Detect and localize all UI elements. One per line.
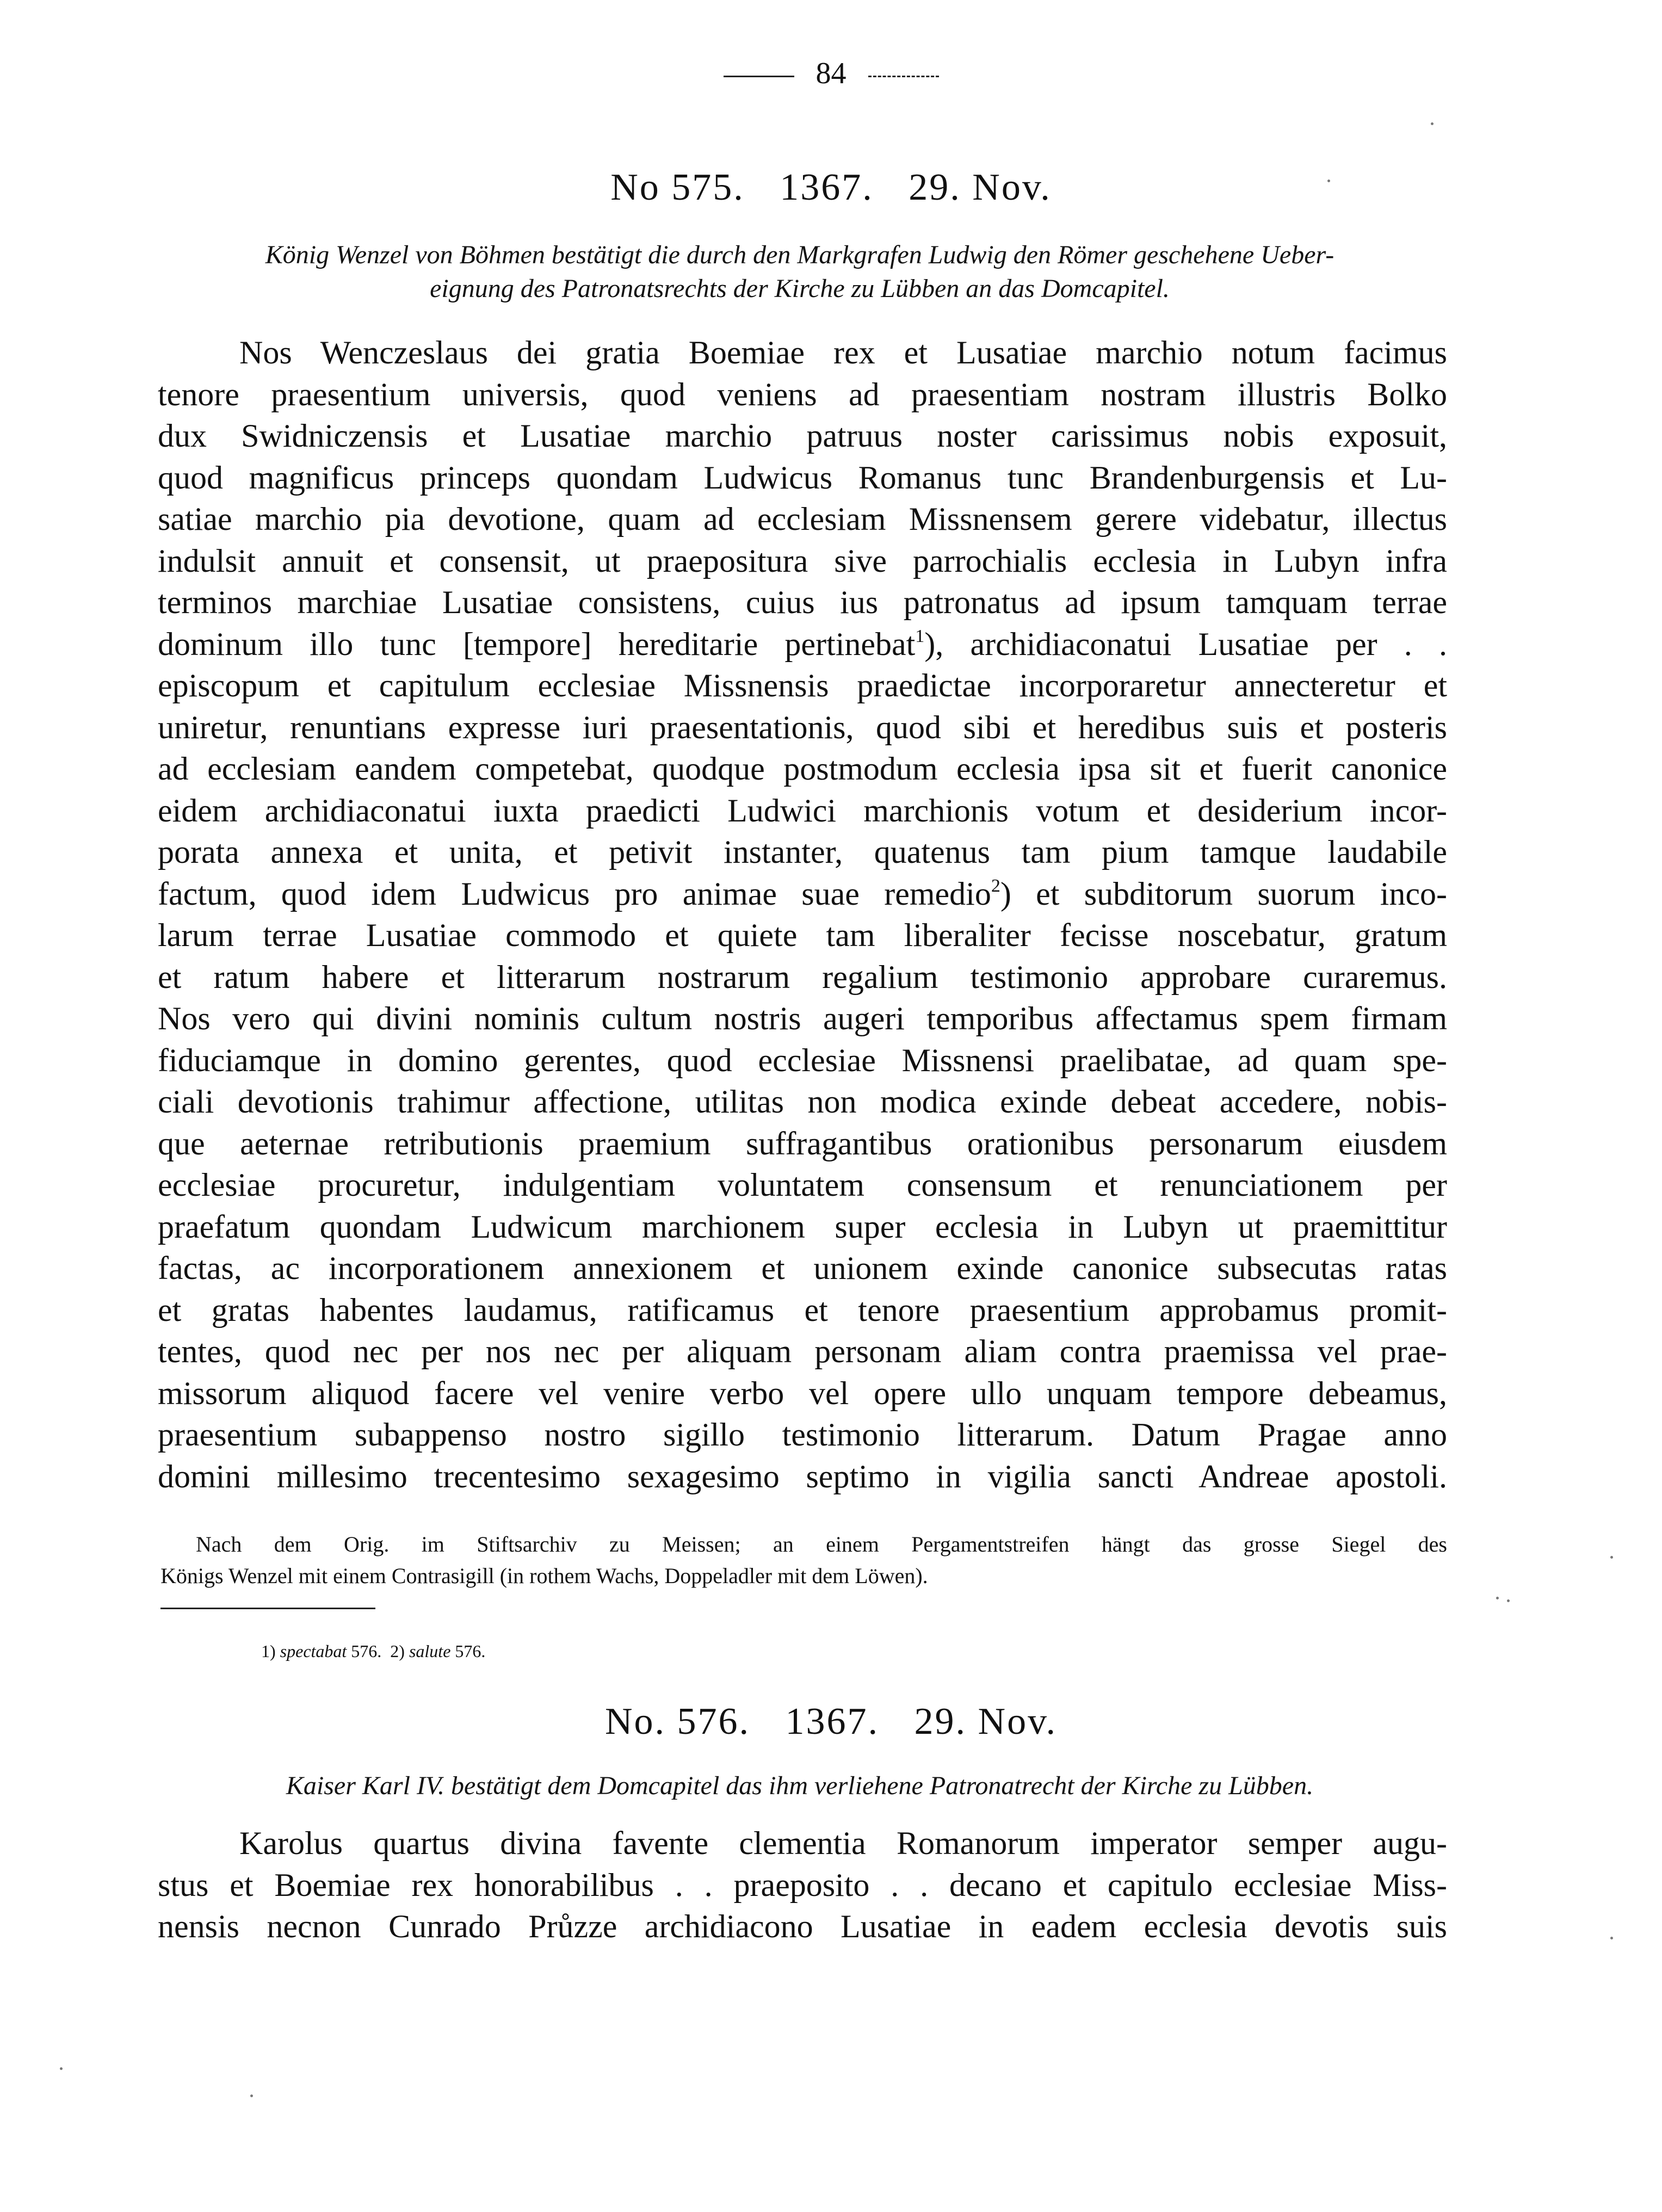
- doc-576-date: 29. Nov.: [914, 1701, 1058, 1743]
- body-line: Nos vero qui divini nominis cultum nostris augeri temporibus affectamus spem firmam: [158, 1000, 1447, 1036]
- doc-575-footnotes: [261, 1638, 485, 1665]
- body-line: Nos Wenczeslaus dei gratia Boemiae rex et Lusatiae marchio notum facimus: [239, 335, 1447, 370]
- source-note-line: Königs Wenzel mit einem Contrasigill (in rothem Wachs, Doppeladler mit dem Löwen).: [160, 1564, 928, 1588]
- doc-576-summary-line: Kaiser Karl IV. bestätigt dem Domcapitel das ihm verliehene Patronatrecht der Kirche zu Lübben.: [286, 1771, 1314, 1800]
- body-line: et ratum habere et litterarum nostrarum regalium testimonio approbare curaremus.: [158, 959, 1447, 995]
- body-line: Karolus quartus divina favente clementia Romanorum imperator semper augu-: [239, 1825, 1447, 1861]
- scan-speck: [1507, 1599, 1510, 1602]
- doc-576-heading: [0, 1697, 1662, 1746]
- scan-speck: [1431, 122, 1434, 125]
- body-line-tail: ) et subditorum suorum inco-: [1000, 875, 1448, 912]
- body-line: tentes, quod nec per nos nec per aliquam personam aliam contra praemissa vel prae-: [158, 1333, 1447, 1369]
- doc-575-number: No 575.: [610, 166, 745, 208]
- doc-575-body: [158, 332, 1447, 1497]
- doc-575-summary-line: König Wenzel von Böhmen bestätigt die durch den Markgrafen Ludwig den Römer geschehene Ueber-: [265, 240, 1334, 269]
- doc-575-heading: [0, 163, 1662, 212]
- body-line: larum terrae Lusatiae commodo et quiete tam liberaliter fecisse noscebatur, gratum: [158, 917, 1447, 953]
- footnote-2-word: salute: [409, 1641, 451, 1661]
- body-line: nensis necnon Cunrado Průzze archidiacono Lusatiae in eadem ecclesia devotis suis: [158, 1908, 1447, 1944]
- scan-speck: [1327, 180, 1330, 182]
- doc-575-summary: [158, 238, 1442, 306]
- body-line: quod magnificus princeps quondam Ludwicus Romanus tunc Brandenburgensis et Lu-: [158, 459, 1447, 496]
- doc-576-summary: [158, 1769, 1442, 1803]
- body-line-tail: ), archidiaconatui Lusatiae per . .: [924, 626, 1447, 662]
- footnote-1-ref: 576.: [351, 1641, 382, 1661]
- body-line: ciali devotionis trahimur affectione, utilitas non modica exinde debeat accedere, nobis-: [158, 1084, 1447, 1120]
- scan-speck: [1496, 1597, 1499, 1599]
- source-note-line: Nach dem Orig. im Stiftsarchiv zu Meissen; an einem Pergamentstreifen hängt das grosse Siegel des: [196, 1532, 1447, 1556]
- footnote-1-number: 1): [261, 1641, 276, 1661]
- footnote-marker-1: 1: [915, 626, 925, 646]
- body-line: porata annexa et unita, et petivit instanter, quatenus tam pium tamque laudabile: [158, 834, 1447, 870]
- page-header: [0, 52, 1662, 95]
- body-line: ecclesiae procuretur, indulgentiam voluntatem consensum et renunciationem per: [158, 1167, 1447, 1203]
- body-line: praesentium subappenso nostro sigillo testimonio litterarum. Datum Pragae anno: [158, 1417, 1447, 1453]
- body-line-with-footnote-1: [158, 623, 1447, 665]
- doc-575-summary-line: eignung des Patronatsrechts der Kirche zu Lübben an das Domcapitel.: [430, 274, 1170, 303]
- body-line: terminos marchiae Lusatiae consistens, cuius ius patronatus ad ipsum tamquam terrae: [158, 584, 1447, 620]
- doc-575-source-note: [160, 1529, 1447, 1592]
- doc-575-year: 1367.: [780, 166, 874, 208]
- footnote-2-number: 2): [390, 1641, 405, 1661]
- footnote-marker-2: 2: [991, 875, 1000, 896]
- scan-speck: [1610, 1556, 1613, 1559]
- body-line: uniretur, renuntians expresse iuri praesentationis, quod sibi et heredibus suis et posteris: [158, 709, 1447, 745]
- body-line: que aeternae retributionis praemium suffragantibus orationibus personarum eiusdem: [158, 1125, 1447, 1161]
- body-line: stus et Boemiae rex honorabilibus . . praeposito . . decano et capitulo ecclesiae Miss-: [158, 1867, 1447, 1903]
- body-line-text: factum, quod idem Ludwicus pro animae suae remedio: [158, 875, 991, 912]
- body-line-text: dominum illo tunc [tempore] hereditarie pertinebat: [158, 626, 916, 662]
- doc-576-year: 1367.: [785, 1701, 880, 1743]
- body-line: fiduciamque in domino gerentes, quod ecclesiae Missnensi praelibatae, ad quam spe-: [158, 1042, 1447, 1078]
- scan-speck: [250, 2094, 253, 2097]
- body-line: missorum aliquod facere vel venire verbo vel opere ullo unquam tempore debeamus,: [158, 1375, 1447, 1411]
- body-line: tenore praesentium universis, quod veniens ad praesentiam nostram illustris Bolko: [158, 376, 1447, 412]
- footnote-rule: [160, 1608, 375, 1609]
- body-line: ad ecclesiam eandem competebat, quodque postmodum ecclesia ipsa sit et fuerit canonice: [158, 751, 1447, 787]
- body-line-with-footnote-2: [158, 873, 1447, 915]
- scan-speck: [60, 2067, 63, 2070]
- scan-speck: [1610, 1937, 1613, 1939]
- doc-576-body: [158, 1822, 1447, 1948]
- header-rule-right: [868, 76, 939, 77]
- footnote-2-ref: 576.: [455, 1641, 486, 1661]
- body-line: episcopum et capitulum ecclesiae Missnensis praedictae incorporaretur annecteretur et: [158, 668, 1447, 703]
- body-line: praefatum quondam Ludwicum marchionem super ecclesia in Lubyn ut praemittitur: [158, 1208, 1447, 1245]
- footnote-1-word: spectabat: [280, 1641, 347, 1661]
- body-line: dux Swidniczensis et Lusatiae marchio patruus noster carissimus nobis exposuit,: [158, 418, 1447, 454]
- doc-576-number: No. 576.: [604, 1701, 751, 1743]
- body-line: factas, ac incorporationem annexionem et unionem exinde canonice subsecutas ratas: [158, 1250, 1447, 1286]
- body-line: indulsit annuit et consensit, ut praepositura sive parrochialis ecclesia in Lubyn infra: [158, 542, 1447, 579]
- body-line: satiae marchio pia devotione, quam ad ecclesiam Missnensem gerere videbatur, illectus: [158, 501, 1447, 537]
- doc-575-date: 29. Nov.: [909, 166, 1052, 208]
- body-line: et gratas habentes laudamus, ratificamus et tenore praesentium approbamus promit-: [158, 1292, 1447, 1328]
- body-line: domini millesimo trecentesimo sexagesimo septimo in vigilia sancti Andreae apostoli.: [158, 1458, 1447, 1494]
- page-number: 84: [815, 57, 847, 90]
- body-line: eidem archidiaconatui iuxta praedicti Ludwici marchionis votum et desiderium incor-: [158, 792, 1447, 829]
- header-rule-left: [724, 76, 794, 77]
